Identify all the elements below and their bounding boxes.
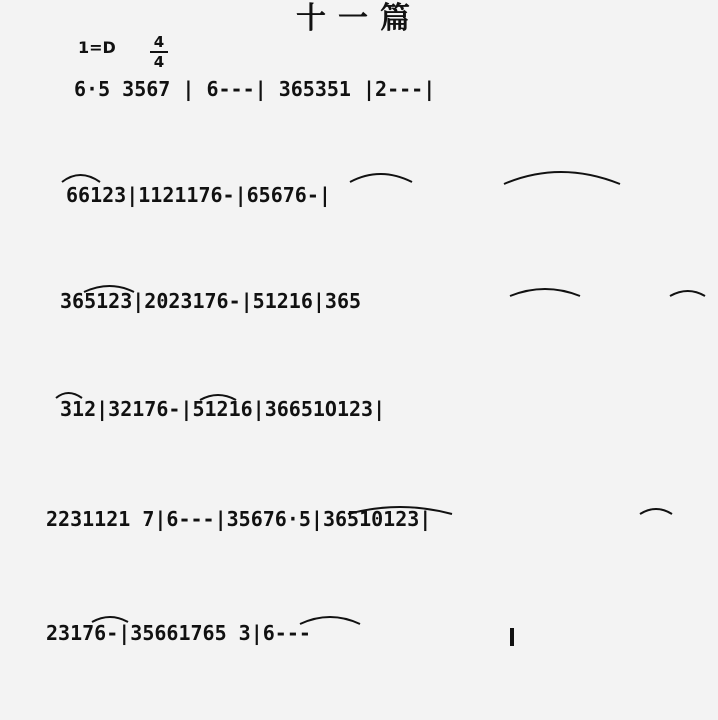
- lyric-verse-2: [14, 572, 718, 600]
- notation-line: 365123|2023176-|51216|365: [60, 289, 362, 313]
- lyric-verse-2: [34, 460, 718, 488]
- lyric-verse-1: [34, 316, 718, 344]
- song-title: 十一篇: [296, 1, 422, 36]
- lyric-verse-2: [14, 684, 718, 712]
- lyric-verse-2: [34, 352, 718, 380]
- notation-line: 312|32176-|51216|36651O123|: [60, 397, 386, 421]
- lyric-verse-2: [34, 246, 718, 274]
- notation-line: 2231121 7|6---|35676·5|36510123|: [46, 507, 432, 531]
- lyric-verse-1: [34, 110, 718, 138]
- lyric-verse-1: [34, 426, 718, 454]
- notation-line: 66123|1121176-|65676-|: [66, 183, 331, 207]
- lyric-verse-2: [34, 144, 718, 172]
- lyric-verse-1: [34, 214, 718, 242]
- time-signature-top: 4: [153, 33, 165, 51]
- lyric-verse-1: [14, 650, 718, 678]
- notation-line: 6·5 3567 | 6---| 365351 |2---|: [74, 77, 436, 101]
- key-signature: 1=D: [78, 38, 116, 57]
- notation-line: 23176-|35661765 3|6---: [46, 621, 311, 645]
- lyric-verse-1: [14, 538, 718, 566]
- final-barline: [510, 628, 514, 646]
- time-signature: [148, 34, 170, 70]
- time-signature-bottom: 4: [153, 53, 165, 71]
